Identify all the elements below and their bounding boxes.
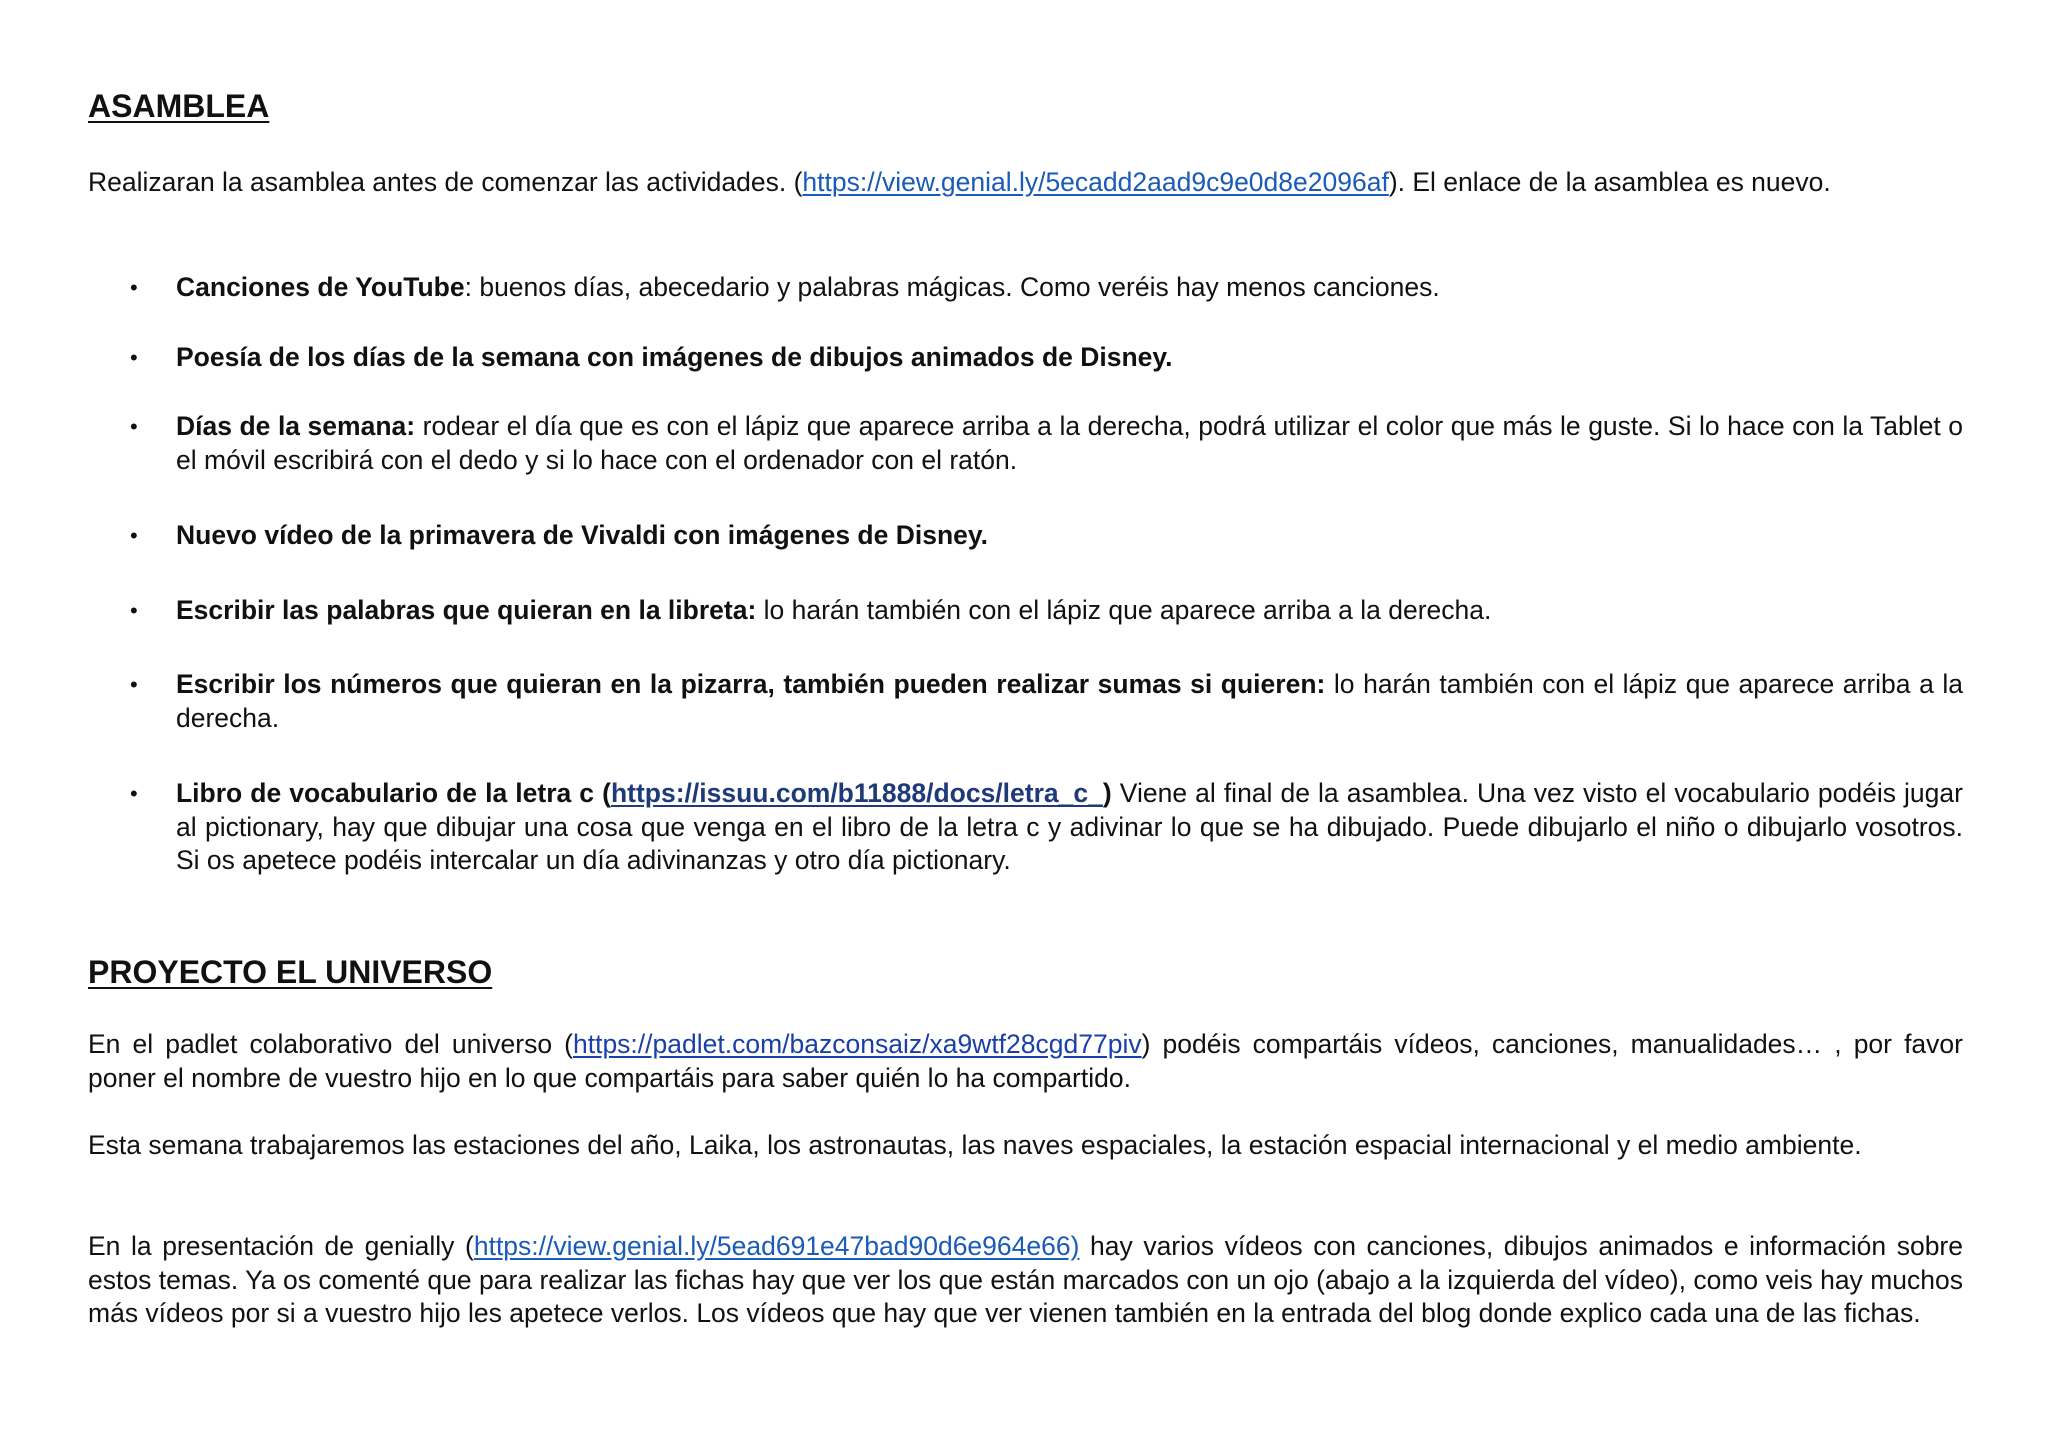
list-item-bold: Escribir los números que quieran en la pizarra, también pueden realizar sumas si quieren:: [176, 669, 1326, 699]
list-item-bold: Canciones de YouTube: [176, 272, 465, 302]
padlet-link[interactable]: https://padlet.com/bazconsaiz/xa9wtf28cgd77piv: [572, 1029, 1142, 1059]
section-heading-proyecto: PROYECTO EL UNIVERSO: [88, 954, 493, 990]
genially-text-after: hay varios vídeos con canciones, dibujos animados e información sobre estos temas. Ya os comenté que para realizar las fichas hay que ver los que están marcados con un ojo (abajo a la izquierda del vídeo), como veis hay muchos más vídeos por si a vuestro hijo les apetece verlos. Los vídeos que hay que ver vienen también en la entrada del blog donde explico cada una de las fichas.: [88, 1231, 1963, 1328]
bullet-icon: •: [130, 672, 138, 697]
bullet-icon: •: [130, 781, 138, 806]
list-item-text: [176, 271, 1963, 305]
bullet-icon: •: [130, 598, 138, 623]
issuu-book-link[interactable]: https://issuu.com/b11888/docs/letra_c_: [610, 778, 1103, 808]
list-item-text: [176, 341, 1963, 375]
asamblea-intro: [88, 166, 1963, 200]
list-item-body: : buenos días, abecedario y palabras mágicas. Como veréis hay menos canciones.: [464, 272, 1440, 302]
padlet-text-after: ) podéis compartáis vídeos, canciones, manualidades… , por favor poner el nombre de vuestro hijo en lo que compartáis para saber quién lo ha compartido.: [88, 1029, 1963, 1093]
list-item-bold-close: ): [1102, 778, 1112, 808]
bullet-icon: •: [130, 275, 138, 300]
section-heading-asamblea: ASAMBLEA: [88, 88, 270, 124]
list-item-bold: Nuevo vídeo de la primavera de Vivaldi con imágenes de Disney.: [176, 520, 989, 550]
list-item-text: [176, 777, 1963, 878]
genially-presentation-link[interactable]: https://view.genial.ly/5ead691e47bad90d6e964e66): [473, 1231, 1080, 1261]
list-item-body: Viene al final de la asamblea. Una vez visto el vocabulario podéis jugar al pictionary, hay que dibujar una cosa que venga en el libro de la letra c y adivinar lo que se ha dibujado. Puede dibujarlo el niño o dibujarlo vosotros. Si os apetece podéis intercalar un día adivinanzas y otro día pictionary.: [176, 778, 1963, 875]
list-item-bold: Escribir las palabras que quieran en la libreta:: [176, 595, 757, 625]
list-item-bold: Días de la semana:: [176, 411, 416, 441]
list-item-bold: Poesía de los días de la semana con imágenes de dibujos animados de Disney.: [176, 342, 1173, 372]
list-item-text: [176, 519, 1963, 553]
list-item-text: [176, 668, 1963, 735]
asamblea-intro-before: Realizaran la asamblea antes de comenzar las actividades. (: [88, 167, 803, 197]
asamblea-genially-link[interactable]: https://view.genial.ly/5ecadd2aad9c9e0d8e2096af: [802, 167, 1389, 197]
proyecto-topics-paragraph: Esta semana trabajaremos las estaciones del año, Laika, los astronautas, las naves espaciales, la estación espacial internacional y el medio ambiente.: [88, 1130, 1862, 1160]
list-item-body: lo harán también con el lápiz que aparece arriba a la derecha.: [176, 669, 1963, 733]
genially-text-before: En la presentación de genially (: [88, 1231, 474, 1261]
bullet-icon: •: [130, 414, 138, 439]
asamblea-intro-after: ). El enlace de la asamblea es nuevo.: [1388, 167, 1831, 197]
list-item-text: [176, 594, 1963, 628]
proyecto-genially-paragraph: [88, 1230, 1963, 1331]
list-item-body: rodear el día que es con el lápiz que aparece arriba a la derecha, podrá utilizar el color que más le guste. Si lo hace con la Tablet o el móvil escribirá con el dedo y si lo hace con el ordenador con el ratón.: [176, 411, 1963, 475]
bullet-icon: •: [130, 523, 138, 548]
list-item-bold: Libro de vocabulario de la letra c (: [176, 778, 611, 808]
bullet-icon: •: [130, 345, 138, 370]
padlet-text-before: En el padlet colaborativo del universo (: [88, 1029, 573, 1059]
list-item-body: lo harán también con el lápiz que aparece arriba a la derecha.: [756, 595, 1492, 625]
list-item-text: [176, 410, 1963, 477]
proyecto-padlet-paragraph: [88, 1028, 1963, 1095]
